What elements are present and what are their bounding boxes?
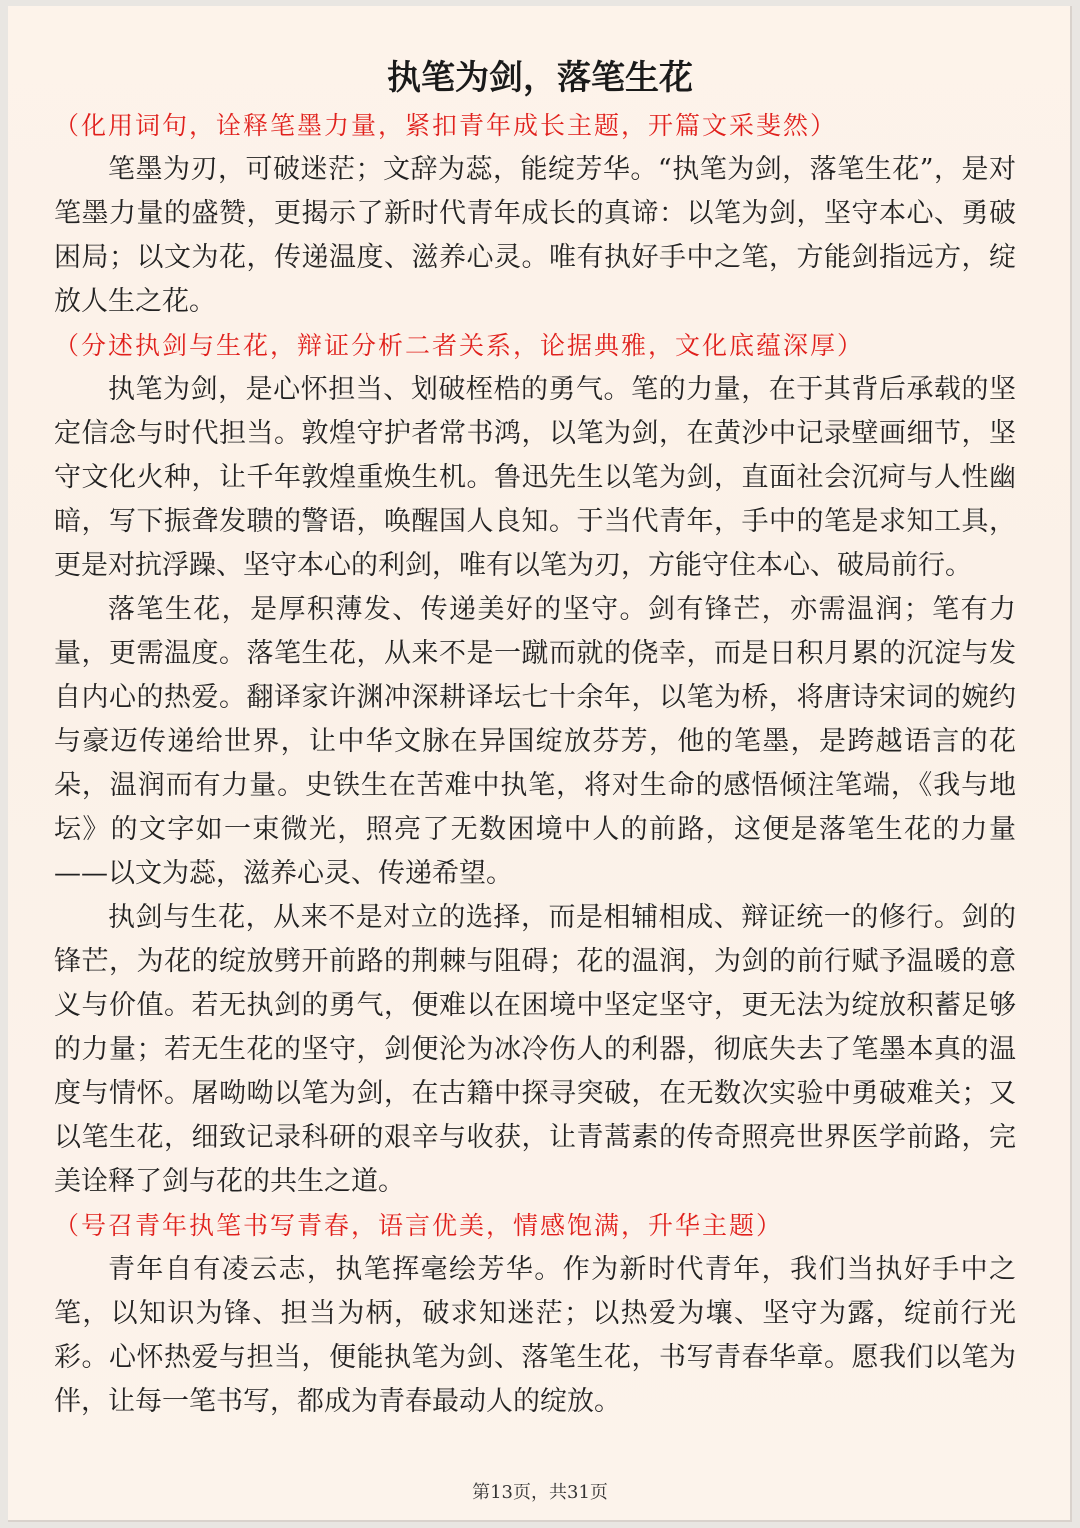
essay-title: 执笔为剑，落笔生花 <box>387 58 693 98</box>
paragraph-flower: 落笔生花，是厚积薄发、传递美好的坚守。剑有锋芒，亦需温润；笔有力量，更需温度。落笔生花，从来不是一蹴而就的侥幸，而是日积月累的沉淀与发自内心的热爱。翻译家许渊冲深耕译坛七十余年，以笔为桥，将唐诗宋词的婉约与豪迈传递给世界，让中华文脉在异国绽放芬芳，他的笔墨，是跨越语言的花朵，温润而有力量。史铁生在苦难中执笔，将对生命的感悟倾注笔端，《我与地坛》的文字如一束微光，照亮了无数困境中人的前路，这便是落笔生花的力量——以文为蕊，滋养心灵、传递希望。 <box>54 594 1016 889</box>
annotation-conclusion: （号召青年执笔书写青春，语言优美，情感饱满，升华主题） <box>54 1211 784 1240</box>
paragraph-intro: 笔墨为刃，可破迷茫；文辞为蕊，能绽芳华。“执笔为剑，落笔生花”，是对笔墨力量的盛赞，更揭示了新时代青年成长的真谛：以笔为剑，坚守本心、勇破困局；以文为花，传递温度、滋养心灵。唯有执好手中之笔，方能剑指远方，绽放人生之花。 <box>54 154 1016 317</box>
paragraph-sword: 执笔为剑，是心怀担当、划破桎梏的勇气。笔的力量，在于其背后承载的坚定信念与时代担当。敦煌守护者常书鸿，以笔为剑，在黄沙中记录壁画细节，坚守文化火种，让千年敦煌重焕生机。鲁迅先生以笔为剑，直面社会沉疴与人性幽暗，写下振聋发聩的警语，唤醒国人良知。于当代青年，手中的笔是求知工具，更是对抗浮躁、坚守本心的利剑，唯有以笔为刃，方能守住本心、破局前行。 <box>54 374 1016 581</box>
paragraph-dialectic: 执剑与生花，从来不是对立的选择，而是相辅相成、辩证统一的修行。剑的锋芒，为花的绽放劈开前路的荆棘与阻碍；花的温润，为剑的前行赋予温暖的意义与价值。若无执剑的勇气，便难以在困境中坚定坚守，更无法为绽放积蓄足够的力量；若无生花的坚守，剑便沦为冰冷伤人的利器，彻底失去了笔墨本真的温度与情怀。屠呦呦以笔为剑，在古籍中探寻突破，在无数次实验中勇破难关；又以笔生花，细致记录科研的艰辛与收获，让青蒿素的传奇照亮世界医学前路，完美诠释了剑与花的共生之道。 <box>54 902 1016 1197</box>
annotation-body: （分述执剑与生花，辩证分析二者关系，论据典雅，文化底蕴深厚） <box>54 331 865 360</box>
annotation-intro: （化用词句，诠释笔墨力量，紧扣青年成长主题，开篇文采斐然） <box>54 111 838 140</box>
essay-body <box>54 104 1016 1424</box>
paragraph-conclusion: 青年自有凌云志，执笔挥毫绘芳华。作为新时代青年，我们当执好手中之笔，以知识为锋、担当为柄，破求知迷茫；以热爱为壤、坚守为露，绽前行光彩。心怀热爱与担当，便能执笔为剑、落笔生花，书写青春华章。愿我们以笔为伴，让每一笔书写，都成为青春最动人的绽放。 <box>54 1254 1016 1417</box>
page-number: 第13页，共31页 <box>472 1482 608 1503</box>
